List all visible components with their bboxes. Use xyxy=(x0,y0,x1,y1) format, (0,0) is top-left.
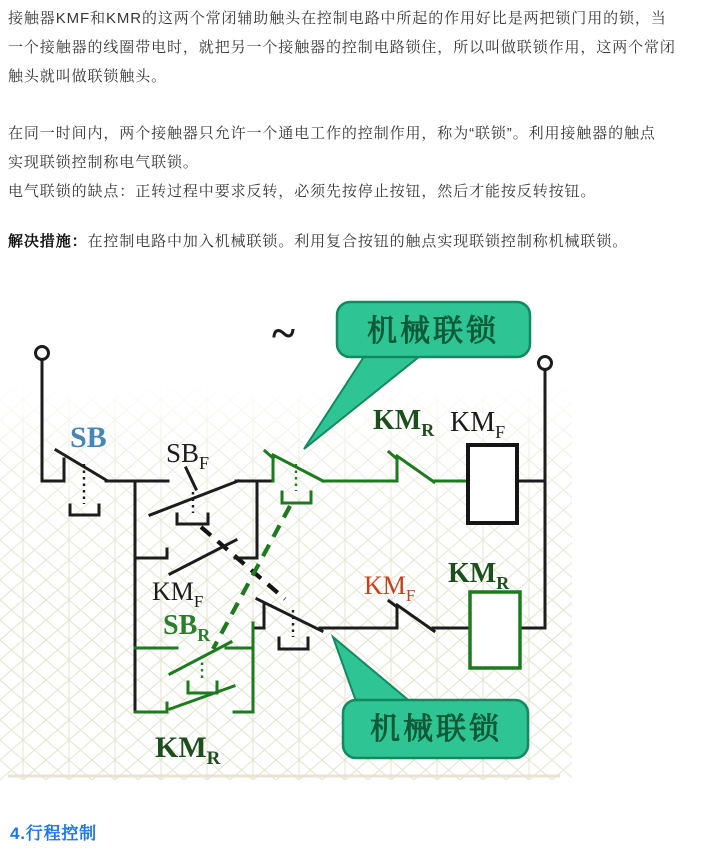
label-kmr-interlock: $KM_R$ xyxy=(373,405,435,440)
text-line: 一个接触器的线圈带电时，就把另一个接触器的控制电路锁住，所以叫做联锁作用，这两个常闭 xyxy=(8,39,676,56)
label-kmr-coil: $KM_R$ xyxy=(448,558,510,593)
label-kmf-interlock: $KM_F$ xyxy=(364,571,416,605)
text-line: 实现联锁控制称电气联锁。 xyxy=(8,154,199,171)
section-heading-travel-control: 4.行程控制 xyxy=(10,824,97,843)
text-line xyxy=(8,227,698,256)
kmr-coil xyxy=(470,592,520,668)
text-line: 电气联锁的缺点：正转过程中要求反转，必须先按停止按钮，然后才能按反转按钮。 xyxy=(8,183,597,200)
text-line: 在同一时间内，两个接触器只允许一个通电工作的控制作用，称为“联锁”。利用接触器的触点 xyxy=(8,125,656,142)
callout-top-text: 机械联锁 xyxy=(367,315,499,348)
label-kmr-selflock: $KM_R$ xyxy=(155,731,221,769)
label-kmf-selflock: $KM_F$ xyxy=(152,577,204,611)
callout-bottom-text: 机械联锁 xyxy=(370,713,502,746)
ac-supply-tilde: ~ xyxy=(272,309,295,358)
paragraph-interlock-intro xyxy=(8,4,698,91)
solution-lead: 解决措施： xyxy=(8,233,88,250)
text-line: 触头就叫做联锁触头。 xyxy=(8,68,168,85)
paragraph-solution xyxy=(8,227,698,256)
circuit-diagram xyxy=(0,290,580,802)
kmf-coil xyxy=(468,445,517,523)
label-sbf: $SB_F$ xyxy=(166,438,210,473)
label-kmf-coil: $KM_F$ xyxy=(450,407,506,442)
left-terminal-icon xyxy=(36,347,49,360)
label-sb: SB xyxy=(70,421,107,454)
paragraph-electrical-interlock xyxy=(8,119,698,206)
solution-text: 在控制电路中加入机械联锁。利用复合按钮的触点实现联锁控制称机械联锁。 xyxy=(87,233,629,250)
text-line: 接触器KMF和KMR的这两个常闭辅助触头在控制电路中所起的作用好比是两把锁门用的锁，当 xyxy=(8,10,667,27)
right-terminal-icon xyxy=(539,357,552,370)
label-sbr: $SB_R$ xyxy=(163,610,211,645)
